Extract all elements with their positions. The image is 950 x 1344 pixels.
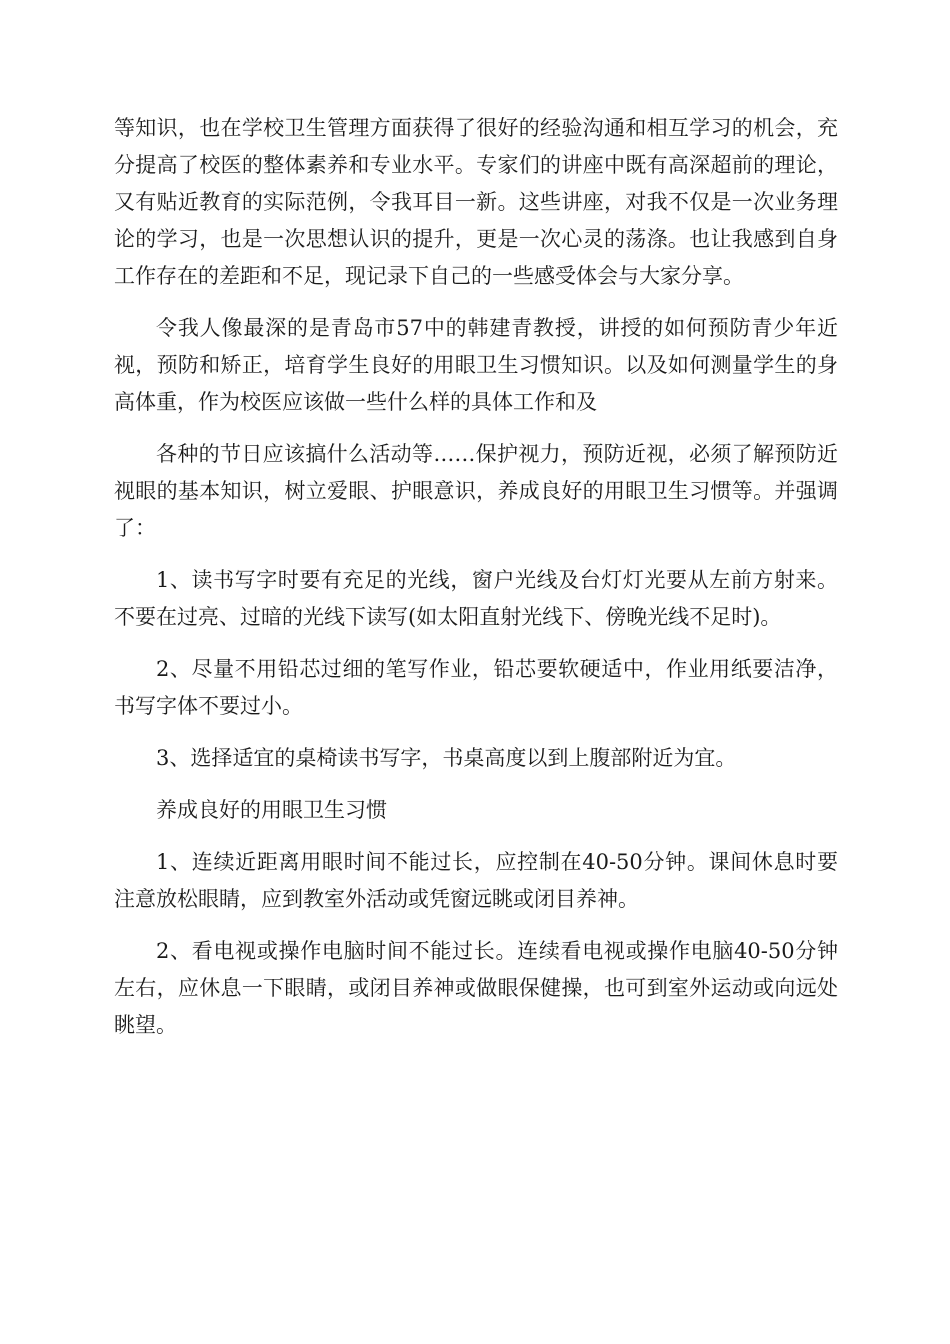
list-item: 2、看电视或操作电脑时间不能过长。连续看电视或操作电脑40-50分钟左右，应休息一下眼睛，或闭目养神或做眼保健操，也可到室外运动或向远处眺望。: [114, 939, 838, 1037]
paragraph: 等知识，也在学校卫生管理方面获得了很好的经验沟通和相互学习的机会，充分提高了校医的整体素养和专业水平。专家们的讲座中既有高深超前的理论，又有贴近教育的实际范例，令我耳目一新。这些讲座，对我不仅是一次业务理论的学习，也是一次思想认识的提升，更是一次心灵的荡涤。也让我感到自身工作存在的差距和不足，现记录下自己的一些感受体会与大家分享。: [114, 116, 838, 288]
list-item: 3、选择适宜的桌椅读书写字，书桌高度以到上腹部附近为宜。: [156, 746, 737, 770]
list-item: 2、尽量不用铅芯过细的笔写作业，铅芯要软硬适中，作业用纸要洁净，书写字体不要过小。: [114, 657, 838, 718]
list-item: 1、连续近距离用眼时间不能过长，应控制在40-50分钟。课间休息时要注意放松眼睛，应到教室外活动或凭窗远眺或闭目养神。: [114, 850, 838, 911]
list-item: 1、读书写字时要有充足的光线，窗户光线及台灯灯光要从左前方射来。不要在过亮、过暗的光线下读写(如太阳直射光线下、傍晚光线不足时)。: [114, 568, 838, 629]
paragraph: 各种的节日应该搞什么活动等……保护视力，预防近视，必须了解预防近视眼的基本知识，树立爱眼、护眼意识，养成良好的用眼卫生习惯等。并强调了：: [114, 442, 838, 540]
paragraph: 令我人像最深的是青岛市57中的韩建青教授，讲授的如何预防青少年近视，预防和矫正，培育学生良好的用眼卫生习惯知识。以及如何测量学生的身高体重，作为校医应该做一些什么样的具体工作和及: [114, 316, 838, 414]
section-heading: 养成良好的用眼卫生习惯: [156, 798, 387, 822]
document-body: [114, 110, 838, 1059]
